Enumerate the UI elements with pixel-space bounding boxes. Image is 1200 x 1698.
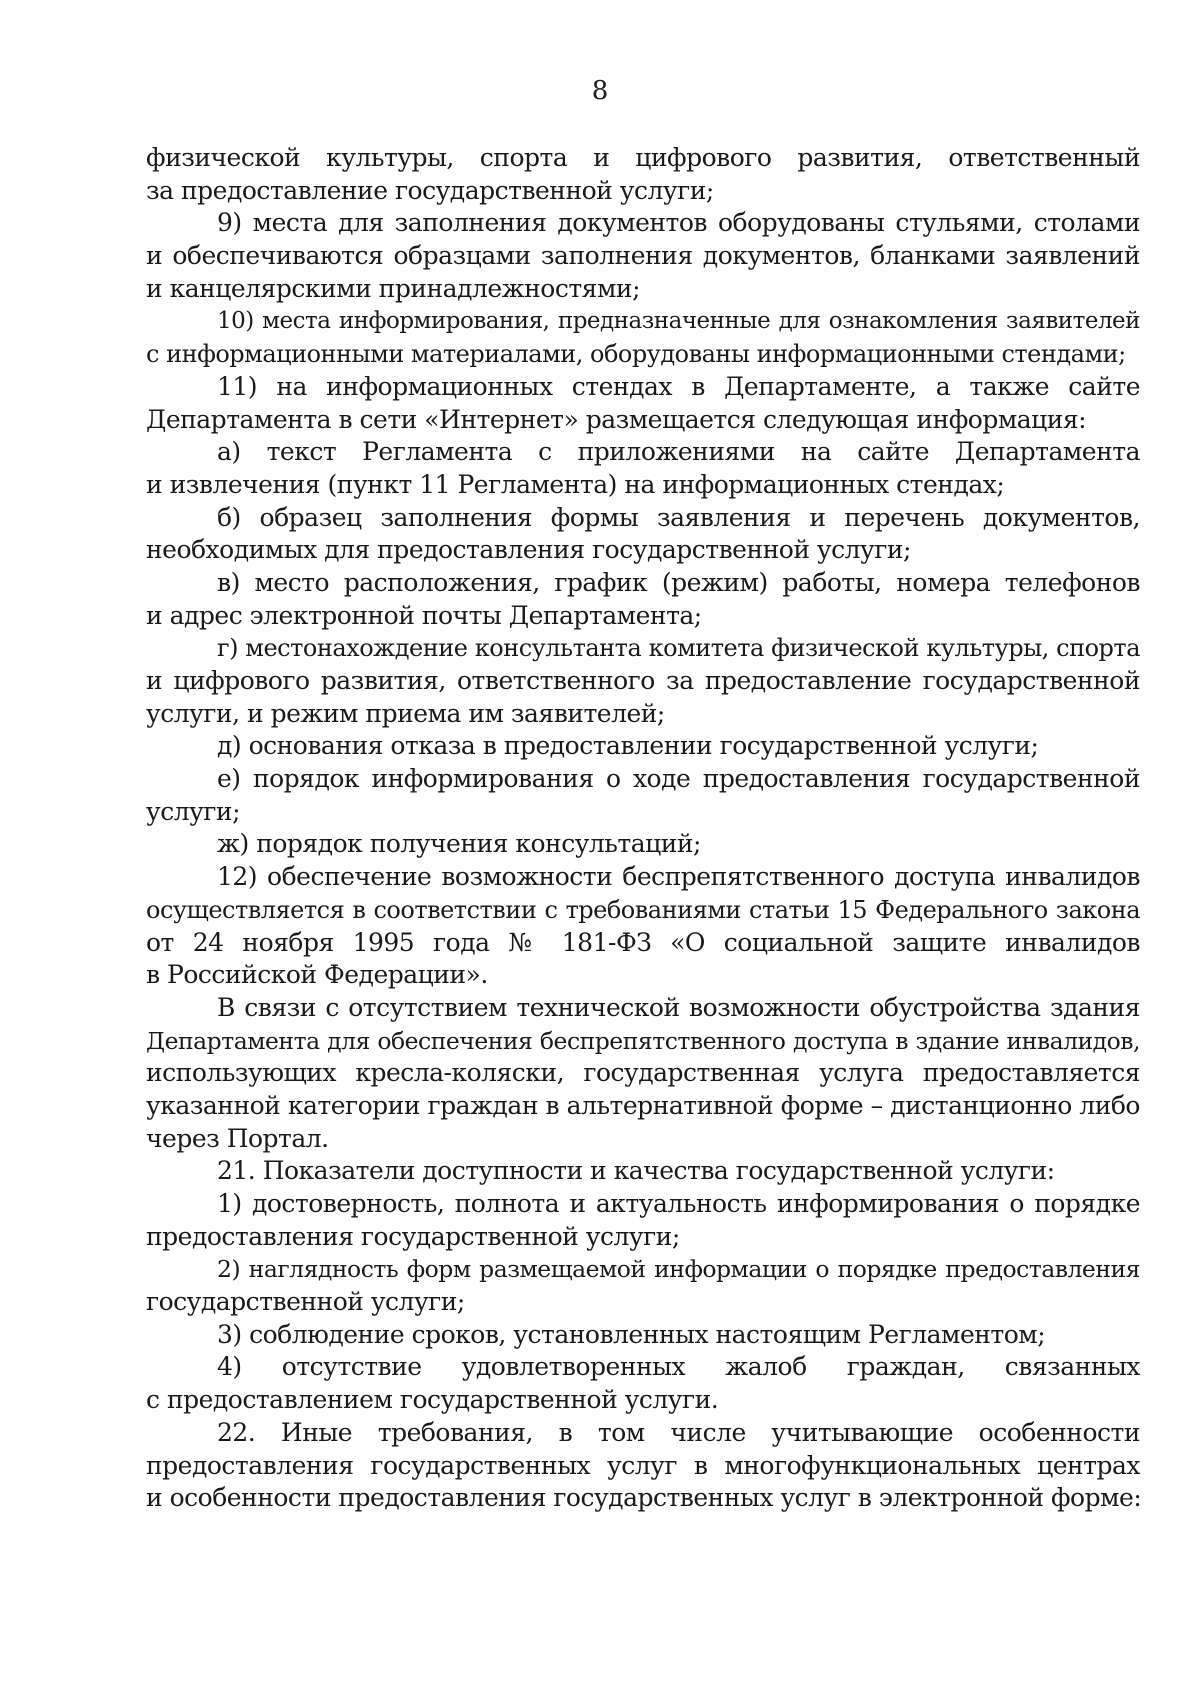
text-line: 9) места для заполнения документов оборудованы стульями, столами — [217, 208, 1140, 238]
text-line: через Портал. — [146, 1123, 329, 1153]
text-line: б) образец заполнения формы заявления и перечень документов, — [217, 502, 1140, 532]
text-line: услуги; — [146, 796, 240, 826]
text-line: и извлечения (пункт 11 Регламента) на информационных стендах; — [146, 469, 1005, 499]
text-line: в) место расположения, график (режим) работы, номера телефонов — [217, 567, 1140, 597]
text-line: осуществляется в соответствии с требованиями статьи 15 Федерального закона — [146, 895, 1140, 924]
text-line: и обеспечиваются образцами заполнения документов, бланками заявлений — [146, 241, 1140, 271]
text-line: от 24 ноября 1995 года № 181-ФЗ «О социальной защите инвалидов — [146, 927, 1140, 957]
text-line: физической культуры, спорта и цифрового развития, ответственный — [146, 143, 1140, 172]
text-line: 10) места информирования, предназначенные для ознакомления заявителей — [217, 308, 1140, 335]
text-line: в Российской Федерации». — [146, 960, 488, 990]
text-line: использующих кресла-коляски, государственная услуга предоставляется — [146, 1058, 1140, 1088]
text-line: необходимых для предоставления государственной услуги; — [146, 535, 911, 565]
text-line: е) порядок информирования о ходе предоставления государственной — [217, 764, 1140, 794]
text-line: и канцелярскими принадлежностями; — [146, 273, 640, 303]
text-line: д) основания отказа в предоставлении государственной услуги; — [217, 731, 1039, 761]
text-line: Департамента в сети «Интернет» размещается следующая информация: — [146, 404, 1087, 434]
text-line: и адрес электронной почты Департамента; — [146, 600, 702, 630]
text-line: 11) на информационных стендах в Департаменте, а также сайте — [217, 371, 1140, 401]
text-line: 12) обеспечение возможности беспрепятственного доступа инвалидов — [217, 862, 1140, 892]
text-line: 22. Иные требования, в том числе учитывающие особенности — [217, 1417, 1140, 1447]
text-line: указанной категории граждан в альтернативной форме – дистанционно либо — [146, 1090, 1140, 1120]
text-line: государственной услуги; — [146, 1287, 465, 1317]
text-line: услуги, и режим приема им заявителей; — [146, 698, 665, 728]
text-line: с предоставлением государственной услуги. — [146, 1385, 719, 1415]
text-line: В связи с отсутствием технической возможности обустройства здания — [217, 992, 1140, 1022]
text-line: и особенности предоставления государственных услуг в электронной форме: — [146, 1483, 1142, 1513]
text-line: г) местонахождение консультанта комитета физической культуры, спорта — [217, 634, 1140, 663]
text-line: за предоставление государственной услуги; — [146, 175, 714, 205]
text-line: ж) порядок получения консультаций; — [217, 829, 701, 859]
text-line: предоставления государственной услуги; — [146, 1221, 680, 1251]
text-line: 2) наглядность форм размещаемой информации о порядке предоставления — [217, 1255, 1140, 1284]
text-line: и цифрового развития, ответственного за предоставление государственной — [146, 666, 1140, 695]
page-number: 8 — [591, 76, 609, 106]
text-line: 21. Показатели доступности и качества государственной услуги: — [217, 1156, 1055, 1186]
text-line: с информационными материалами, оборудованы информационными стендами; — [146, 340, 1126, 369]
text-line: Департамента для обеспечения беспрепятственного доступа в здание инвалидов, — [146, 1026, 1140, 1055]
text-line: 3) соблюдение сроков, установленных настоящим Регламентом; — [217, 1319, 1046, 1349]
text-line: предоставления государственных услуг в многофункциональных центрах — [146, 1450, 1140, 1480]
document-body — [146, 142, 1140, 1515]
text-line: 1) достоверность, полнота и актуальность информирования о порядке — [217, 1189, 1140, 1218]
text-line: а) текст Регламента с приложениями на сайте Департамента — [217, 437, 1140, 467]
text-line: 4) отсутствие удовлетворенных жалоб граждан, связанных — [217, 1352, 1140, 1382]
